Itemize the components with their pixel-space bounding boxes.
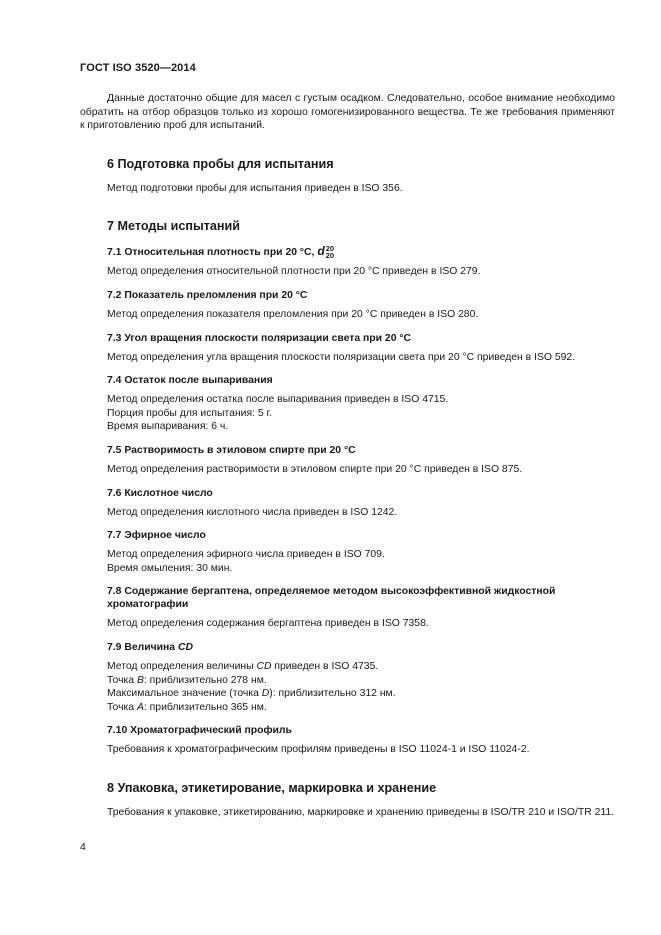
section-7-9-line-2 — [107, 674, 615, 688]
line-text: Точка — [107, 701, 135, 713]
section-7-2-text: Метод определения показателя преломления при 20 °C приведен в ISO 280. — [107, 308, 479, 320]
line-text: Максимальное значение (точка — [107, 688, 259, 700]
section-7-5-text: Метод определения растворимости в этиловом спирте при 20 °C приведен в ISO 875. — [107, 463, 523, 475]
document-body — [80, 92, 615, 819]
line-text: ): приблизительно 312 нм. — [269, 688, 396, 700]
section-7-6-text: Метод определения кислотного числа приведен в ISO 1242. — [107, 506, 398, 518]
line-italic: D — [261, 688, 270, 700]
section-7-4-line-3: Время выпаривания: 6 ч. — [107, 421, 229, 433]
line-text: Метод определения величины — [107, 660, 254, 672]
section-7-9-title: 7.9 Величина — [107, 641, 176, 653]
density-indices — [326, 245, 334, 259]
section-7-4-heading: 7.4 Остаток после выпаривания — [107, 375, 273, 387]
section-7-1-heading — [107, 245, 615, 259]
section-7-heading: 7 Методы испытаний — [107, 219, 240, 234]
density-subscript: 20 — [325, 251, 335, 261]
section-7-8-text: Метод определения содержания бергаптена приведен в ISO 7358. — [107, 618, 429, 630]
line-text: Точка — [107, 674, 135, 686]
section-7-10-heading: 7.10 Хроматографический профиль — [107, 725, 292, 737]
density-superscript: 20 — [325, 244, 335, 254]
section-7-8-heading — [107, 585, 615, 611]
line-italic: B — [136, 674, 144, 686]
intro-paragraph: Данные достаточно общие для масел с густым осадком. Следовательно, особое внимание необходимо обратить на отбор образцов только из хорошо гомогенизированного вещества. Те же требования применяют к приготовлению проб для испытаний. — [80, 93, 615, 132]
section-6-heading: 6 Подготовка пробы для испытания — [107, 156, 334, 171]
density-symbol: d — [317, 244, 325, 259]
line-text: : приблизительно 365 нм. — [143, 701, 267, 713]
section-7-2-heading: 7.2 Показатель преломления при 20 °C — [107, 289, 308, 301]
section-7-4-line-1: Метод определения остатка после выпаривания приведен в ISO 4715. — [107, 394, 449, 406]
section-7-7-heading: 7.7 Эфирное число — [107, 530, 206, 542]
section-7-8-title-line-1: 7.8 Содержание бергаптена, определяемое методом высокоэффективной жидкостной — [107, 586, 556, 598]
section-7-4-line-2: Порция пробы для испытания: 5 г. — [107, 407, 272, 419]
section-7-8-title-line-2: хроматографии — [107, 599, 189, 611]
section-7-9-line-4 — [107, 701, 615, 715]
line-italic: CD — [256, 660, 272, 672]
line-text: приведен в ISO 4735. — [274, 660, 379, 672]
section-7-1-text: Метод определения относительной плотности при 20 °C приведен в ISO 279. — [107, 266, 481, 278]
section-7-9-line-1 — [107, 660, 615, 674]
section-7-5-heading: 7.5 Растворимость в этиловом спирте при 20 °C — [107, 444, 356, 456]
section-7-3-text: Метод определения угла вращения плоскости поляризации света при 20 °C приведен в ISO 592. — [107, 351, 576, 363]
section-7-6-heading: 7.6 Кислотное число — [107, 487, 213, 499]
section-6-text: Метод подготовки пробы для испытания приведен в ISO 356. — [107, 182, 403, 194]
section-8-heading: 8 Упаковка, этикетирование, маркировка и хранение — [107, 780, 437, 795]
section-7-7-line-1: Метод определения эфирного числа приведен в ISO 709. — [107, 549, 385, 561]
section-7-1-title: 7.1 Относительная плотность при 20 °C, — [107, 247, 315, 259]
line-text: : приблизительно 278 нм. — [143, 674, 267, 686]
section-7-10-text: Требования к хроматографическим профилям приведены в ISO 11024-1 и ISO 11024-2. — [107, 744, 530, 756]
section-7-9-heading — [107, 641, 615, 654]
section-7-9-line-3 — [107, 687, 615, 701]
section-7-7-line-2: Время омыления: 30 мин. — [107, 562, 233, 574]
page-number: 4 — [80, 842, 86, 853]
document-header: ГОСТ ISO 3520—2014 — [80, 62, 196, 74]
section-7-3-heading: 7.3 Угол вращения плоскости поляризации света при 20 °C — [107, 332, 412, 344]
section-7-9-title-cd: CD — [177, 641, 193, 653]
section-8-text: Требования к упаковке, этикетированию, маркировке и хранению приведены в ISO/TR 210 и ISO/TR 211. — [107, 806, 615, 818]
line-italic: A — [136, 701, 144, 713]
